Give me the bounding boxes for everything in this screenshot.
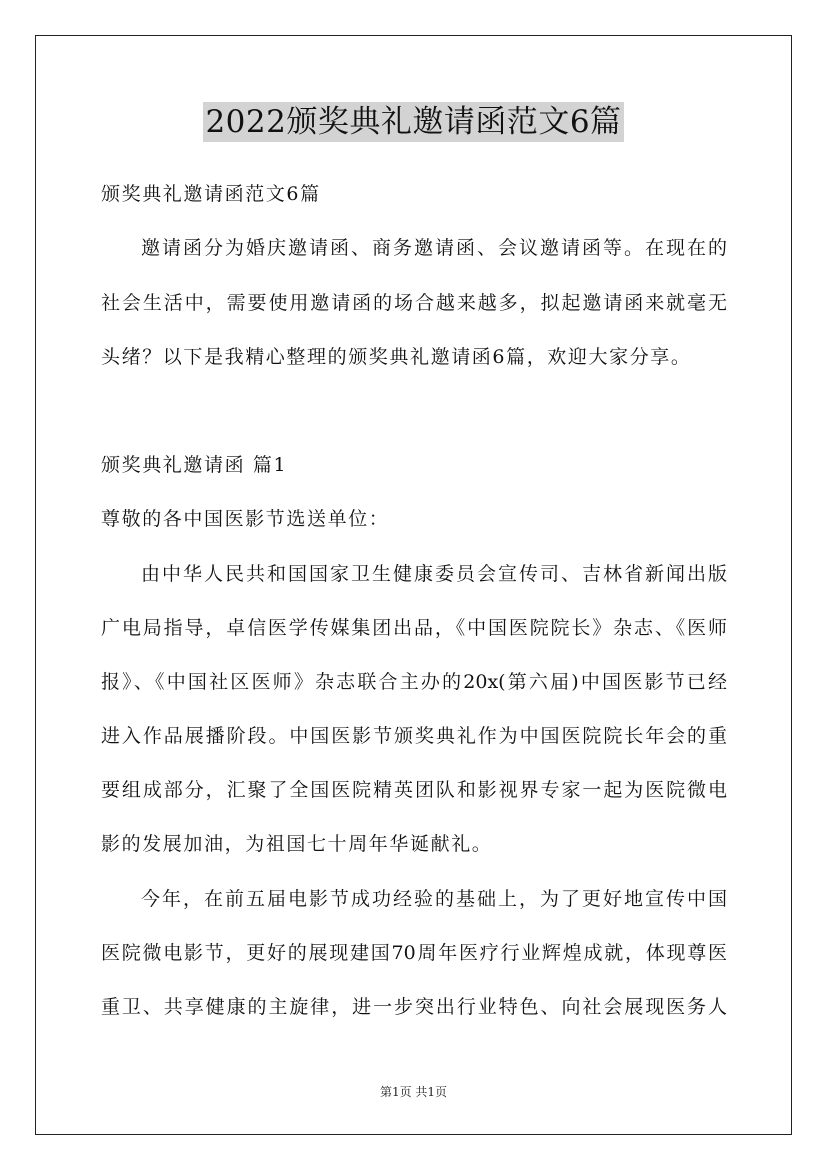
paragraph-line: 要组成部分，汇聚了全国医院精英团队和影视界专家一起为医院微电 (101, 779, 727, 801)
paragraph-line: 广电局指导，卓信医学传媒集团出品，《中国医院院长》杂志、《医师 (101, 617, 727, 639)
intro-line: 社会生活中，需要使用邀请函的场合越来越多，拟起邀请函来就毫无 (101, 292, 727, 314)
paragraph-line: 由中华人民共和国国家卫生健康委员会宣传司、吉林省新闻出版 (141, 563, 727, 585)
paragraph-line: 进入作品展播阶段。中国医影节颁奖典礼作为中国医院院长年会的重 (101, 725, 727, 747)
document-subtitle: 颁奖典礼邀请函范文6篇 (101, 183, 321, 205)
paragraph-line: 今年，在前五届电影节成功经验的基础上，为了更好地宣传中国 (141, 888, 727, 910)
intro-line: 头绪？以下是我精心整理的颁奖典礼邀请函6篇，欢迎大家分享。 (101, 346, 692, 368)
title-wrap (0, 102, 827, 142)
salutation: 尊敬的各中国医影节选送单位： (101, 508, 390, 530)
document-title: 2022颁奖典礼邀请函范文6篇 (205, 104, 622, 140)
section-heading: 颁奖典礼邀请函 篇1 (101, 454, 288, 476)
page-footer: 第1页 共1页 (379, 1085, 448, 1099)
paragraph-line: 报》、《中国社区医师》杂志联合主办的20x(第六届)中国医影节已经 (101, 671, 727, 693)
intro-line: 邀请函分为婚庆邀请函、商务邀请函、会议邀请函等。在现在的 (141, 237, 727, 259)
paragraph-line: 影的发展加油，为祖国七十周年华诞献礼。 (101, 833, 493, 855)
paragraph-line: 医院微电影节，更好的展现建国70周年医疗行业辉煌成就，体现尊医 (101, 942, 727, 964)
paragraph-line: 重卫、共享健康的主旋律，进一步突出行业特色、向社会展现医务人 (101, 996, 727, 1018)
